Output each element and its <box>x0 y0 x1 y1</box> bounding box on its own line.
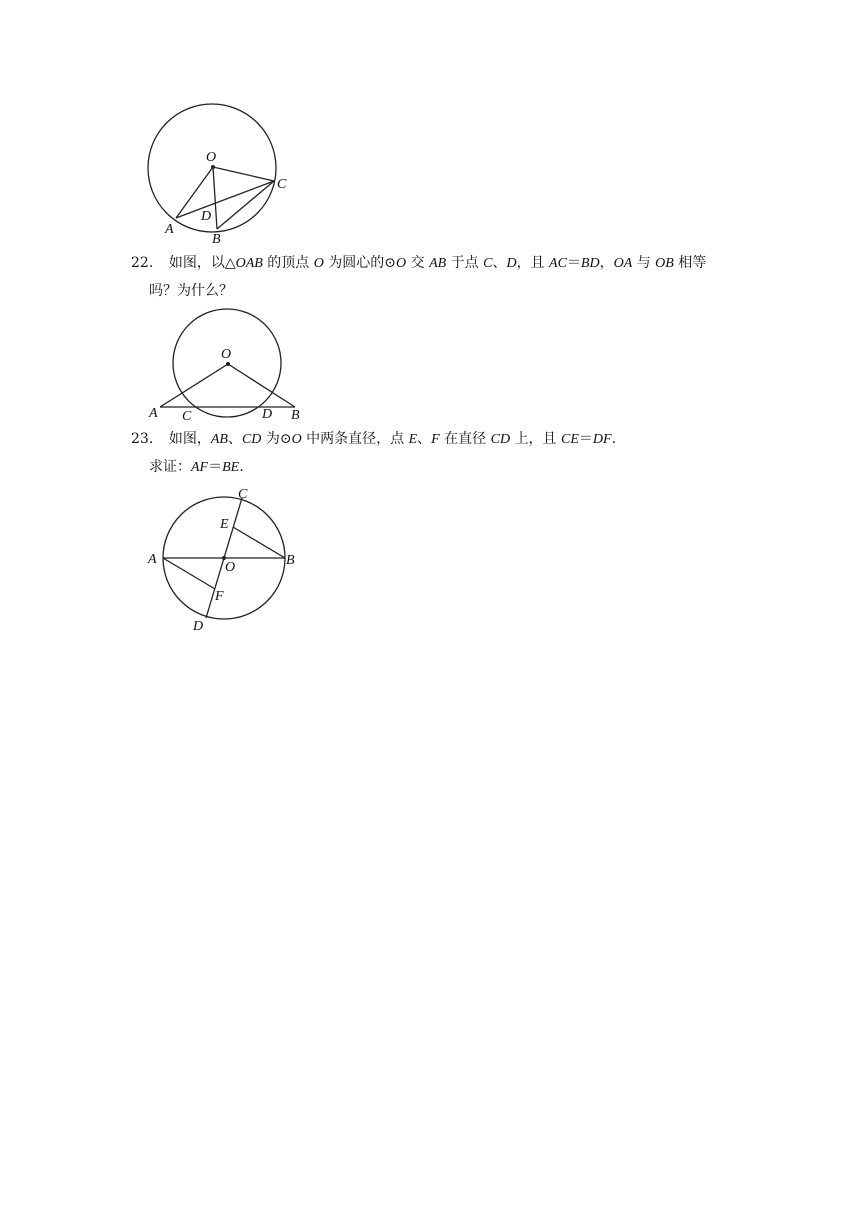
math-symbol: O <box>396 256 407 271</box>
math-symbol: AB <box>210 432 228 447</box>
question-22-text <box>169 255 706 271</box>
math-symbol: E <box>408 432 418 447</box>
math-symbol: OAB <box>235 256 263 271</box>
label-o: O <box>206 150 217 165</box>
question-22-line-2: 吗？为什么？ <box>149 283 233 299</box>
question-22-line-1 <box>131 253 706 274</box>
math-symbol: O <box>291 432 302 447</box>
math-symbol: OA <box>613 256 633 271</box>
math-symbol: F <box>431 432 440 447</box>
math-symbol: AF <box>191 460 209 475</box>
math-symbol: CD <box>490 432 511 447</box>
text-run: ＝ <box>578 431 593 447</box>
label-d: D <box>262 407 273 422</box>
text-run: 如图，以△ <box>168 255 236 271</box>
center-point <box>226 362 230 366</box>
text-run: 为⊙ <box>261 431 292 447</box>
label-c: C <box>182 409 192 424</box>
text-run: ＝ <box>208 459 223 475</box>
label-c: C <box>277 177 287 192</box>
figure-triangle-circle <box>146 306 306 426</box>
text-run: 于点 <box>446 255 484 271</box>
label-d: D <box>201 209 212 224</box>
text-run: 为圆心的⊙ <box>323 255 397 271</box>
math-symbol: BE <box>222 460 240 475</box>
math-symbol: OB <box>655 256 674 271</box>
math-symbol: BD <box>580 256 600 271</box>
label-o: O <box>221 347 232 362</box>
math-symbol: AC <box>549 256 567 271</box>
label-b: B <box>212 232 221 247</box>
math-symbol: C <box>483 256 493 271</box>
text-run: ＝ <box>566 255 581 271</box>
segment-af <box>163 558 215 589</box>
segment-be <box>233 527 285 558</box>
math-symbol: CD <box>241 432 262 447</box>
segment-oc <box>213 167 274 181</box>
text-run: ，且 <box>516 255 550 271</box>
text-run: ， <box>599 255 614 271</box>
question-number: 22． <box>131 255 163 271</box>
math-symbol: AB <box>429 256 447 271</box>
question-23-text <box>169 431 616 447</box>
text-run: 相等 <box>673 255 707 271</box>
label-a: A <box>165 222 174 237</box>
text-run: 的顶点 <box>262 255 314 271</box>
math-symbol: O <box>313 256 324 271</box>
text-run: 与 <box>632 255 656 271</box>
figure-diameters <box>142 482 312 642</box>
center-point <box>211 165 215 169</box>
label-b: B <box>286 553 295 568</box>
text-run: 上，且 <box>510 431 561 447</box>
segment-ob <box>228 364 295 407</box>
text-run: . <box>239 459 244 475</box>
text-run: 求证： <box>149 459 191 475</box>
figure-1-svg <box>140 98 300 248</box>
segment-oa <box>160 364 228 407</box>
figure-circle-triangle <box>140 98 300 248</box>
figure-3-svg <box>142 482 312 642</box>
segment-ob <box>213 167 217 229</box>
label-e: E <box>220 517 229 532</box>
question-23-line-1 <box>131 429 616 450</box>
segment-ac <box>176 181 274 218</box>
math-symbol: DF <box>592 432 612 447</box>
question-number: 23． <box>131 431 163 447</box>
label-c: C <box>238 487 248 502</box>
text-run: 、 <box>227 431 242 447</box>
text-run: 在直径 <box>439 431 491 447</box>
text-run: 如图， <box>168 431 211 447</box>
text-run: 交 <box>406 255 430 271</box>
text-run: . <box>611 431 617 447</box>
text-run: 、 <box>492 255 507 271</box>
label-f: F <box>215 589 224 604</box>
label-o: O <box>225 560 236 575</box>
label-a: A <box>149 406 158 421</box>
label-b: B <box>291 408 300 423</box>
figure-2-svg <box>146 306 306 426</box>
label-d: D <box>193 619 204 634</box>
math-symbol: D <box>506 256 517 271</box>
math-symbol: CE <box>561 432 579 447</box>
text-run: 中两条直径，点 <box>301 431 409 447</box>
question-23-line-2 <box>149 457 244 478</box>
label-a: A <box>148 552 157 567</box>
text-run: 、 <box>417 431 432 447</box>
